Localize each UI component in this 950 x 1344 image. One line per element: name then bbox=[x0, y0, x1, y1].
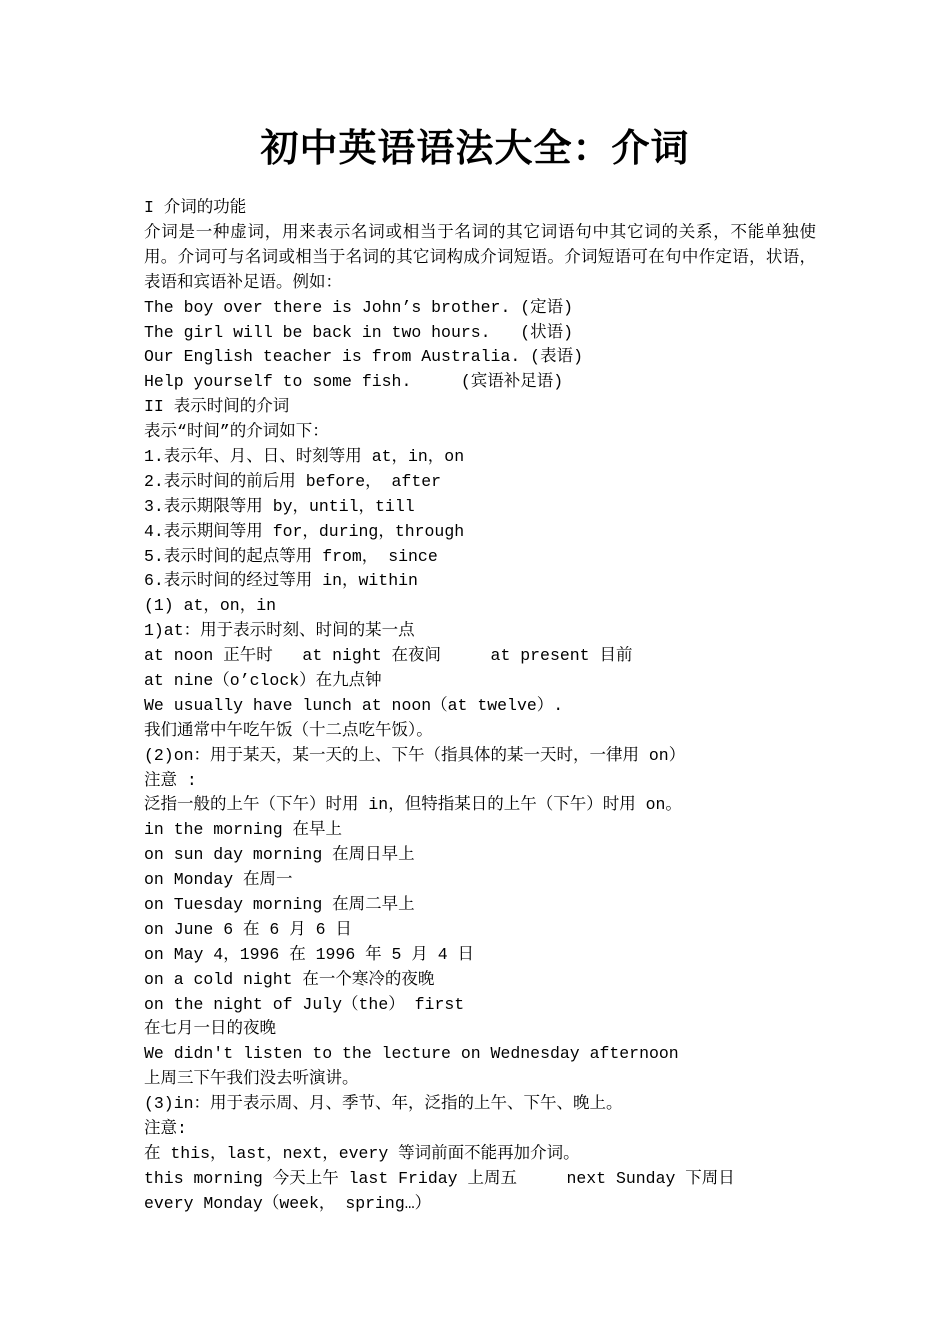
text-line: every Monday（week， spring…） bbox=[144, 1193, 432, 1213]
text-line: at noon 正午时 at night 在夜间 at present 目前 bbox=[144, 646, 633, 666]
list-item: 5.表示时间的起点等用 from， since bbox=[144, 546, 438, 566]
text-line: on sun day morning 在周日早上 bbox=[144, 845, 415, 865]
example-sentence: Help yourself to some fish. (宾语补足语) bbox=[144, 372, 564, 392]
text-line: on the night of July（the） first bbox=[144, 994, 465, 1014]
example-sentence: The girl will be back in two hours. (状语) bbox=[144, 322, 574, 342]
list-item: 1.表示年、月、日、时刻等用 at，in，on bbox=[144, 446, 465, 466]
text-line: this morning 今天上午 last Friday 上周五 next Sunday 下周日 bbox=[144, 1168, 735, 1188]
note-label: 注意: bbox=[144, 1119, 187, 1138]
example-sentence: The boy over there is John’s brother. (定语) bbox=[144, 297, 574, 317]
text-line: on June 6 在 6 月 6 日 bbox=[144, 919, 352, 939]
section-heading-function: I 介词的功能 bbox=[144, 198, 247, 217]
text-line: on Monday 在周一 bbox=[144, 870, 293, 890]
text-line: 我们通常中午吃午饭（十二点吃午饭）。 bbox=[144, 720, 433, 740]
text-line: 在 this，last，next，every 等词前面不能再加介词。 bbox=[144, 1143, 580, 1163]
text-line: 在七月一日的夜晚 bbox=[144, 1019, 276, 1039]
list-item: 3.表示期限等用 by，until，till bbox=[144, 496, 415, 516]
section-heading-time: II 表示时间的介词 bbox=[144, 397, 290, 417]
text-line: at nine（o’clock）在九点钟 bbox=[144, 670, 382, 690]
subsection-heading: (3)in：用于表示周、月、季节、年，泛指的上午、下午、晚上。 bbox=[144, 1094, 623, 1114]
intro-paragraph: 介词是一种虚词，用来表示名词或相当于名词的其它词语句中其它词的关系，不能单独使用。介词可与名词或相当于名词的其它词构成介词短语。介词短语可在句中作定语，状语，表语和宾语补足语。例如： bbox=[144, 222, 816, 292]
text-line: on a cold night 在一个寒冷的夜晚 bbox=[144, 969, 435, 989]
text-line: in the morning 在早上 bbox=[144, 820, 343, 840]
list-item: 6.表示时间的经过等用 in，within bbox=[144, 571, 418, 591]
text-line: 泛指一般的上午（下午）时用 in，但特指某日的上午（下午）时用 on。 bbox=[144, 795, 682, 815]
example-sentence: We usually have lunch at noon（at twelve）. bbox=[144, 695, 564, 715]
text-line: 表示“时间”的介词如下： bbox=[144, 422, 329, 442]
document-title: 初中英语语法大全：介词 bbox=[260, 125, 690, 170]
text-line: on Tuesday morning 在周二早上 bbox=[144, 894, 415, 914]
example-sentence: We didn't listen to the lecture on Wednesday afternoon bbox=[144, 1044, 679, 1064]
text-line: 上周三下午我们没去听演讲。 bbox=[144, 1069, 359, 1089]
document-body bbox=[144, 196, 816, 1217]
list-item: 4.表示期间等用 for，during，through bbox=[144, 521, 465, 541]
text-line: on May 4，1996 在 1996 年 5 月 4 日 bbox=[144, 944, 475, 964]
subsection-heading: (2)on：用于某天，某一天的上、下午（指具体的某一天时，一律用 on） bbox=[144, 745, 686, 765]
example-sentence: Our English teacher is from Australia. (表语) bbox=[144, 347, 583, 367]
text-line: 1)at：用于表示时刻、时间的某一点 bbox=[144, 621, 415, 641]
subsection-heading: (1) at，on，in bbox=[144, 596, 277, 616]
note-label: 注意 : bbox=[144, 770, 197, 790]
list-item: 2.表示时间的前后用 before， after bbox=[144, 471, 442, 491]
